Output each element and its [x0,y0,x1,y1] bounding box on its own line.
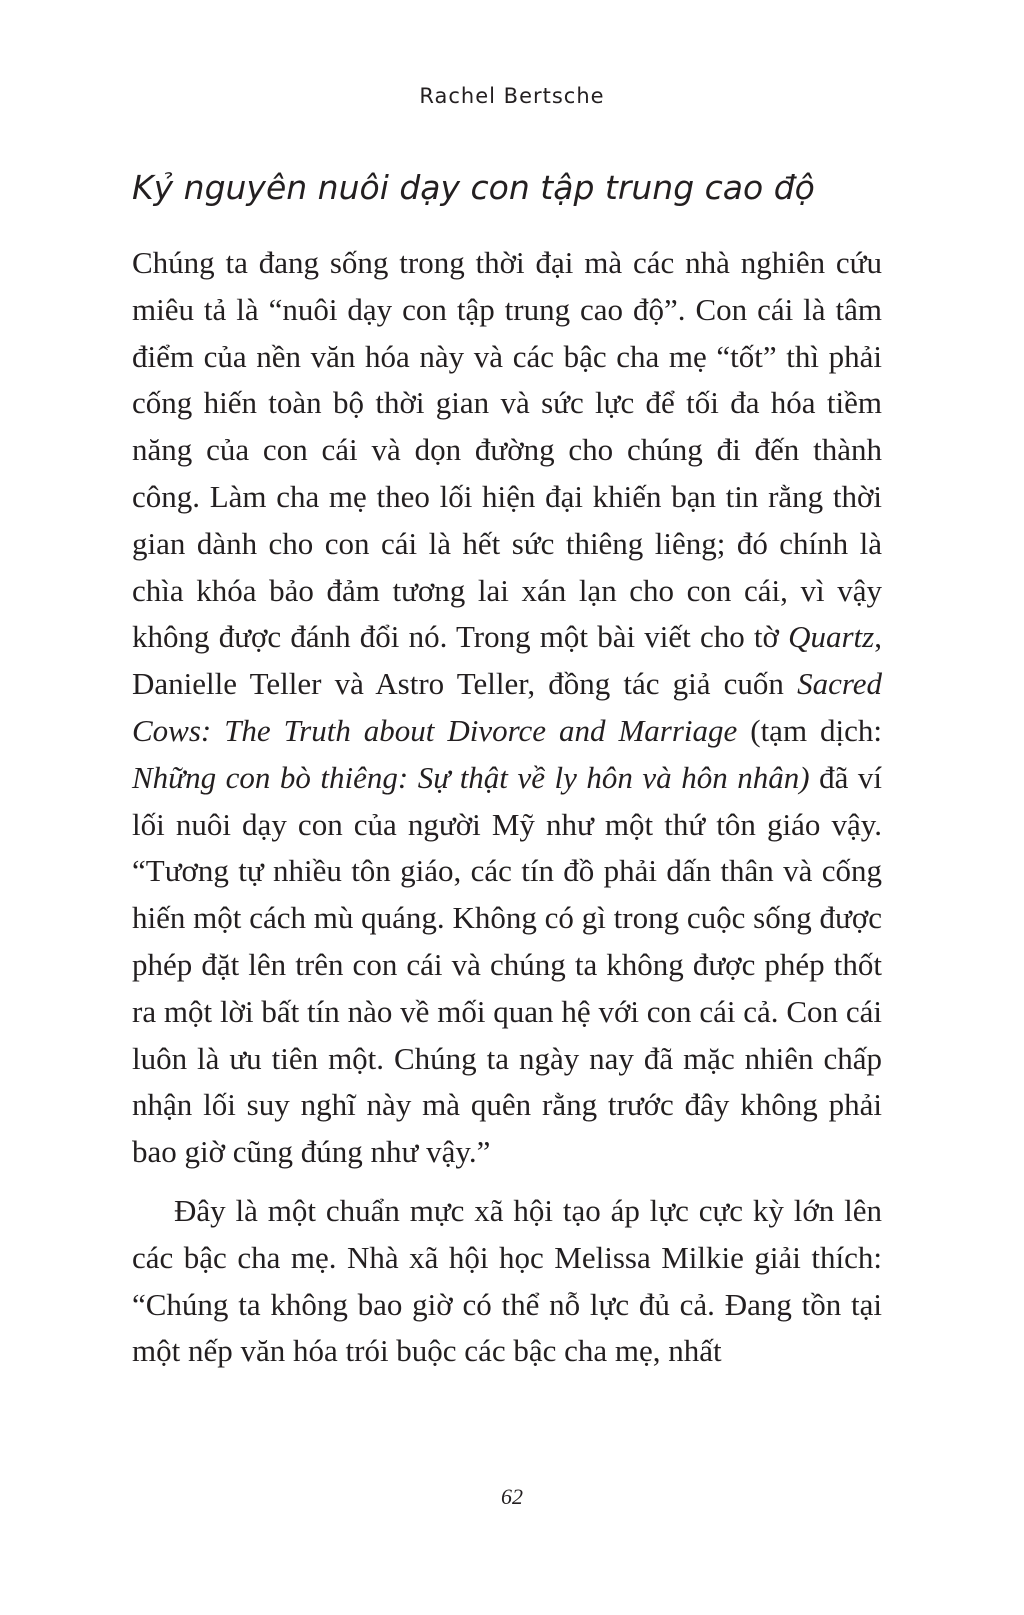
paragraph-1-text-d: đã ví lối nuôi dạy con của người Mỹ như một thứ tôn giáo vậy. “Tương tự nhiều tôn giáo, các tín đồ phải dấn thân và cống hiến một cách mù quáng. Không có gì trong cuộc sống được phép đặt lên trên con cái và chúng ta không được phép thốt ra một lời bất tín nào về mối quan hệ với con cái cả. Con cái luôn là ưu tiên một. Chúng ta ngày nay đã mặc nhiên chấp nhận lối suy nghĩ này mà quên rằng trước đây không phải bao giờ cũng đúng như vậy.” [132,759,882,1170]
publication-title-quartz: Quartz [788,619,875,655]
paragraph-1-text-c: (tạm dịch: [737,712,882,748]
running-head-author: Rachel Bertsche [419,84,605,108]
paragraph-1-text-b: , Danielle Teller và Astro Teller, đồng tác giả cuốn [132,619,882,702]
book-title-sacred-cows: Sacred Cows: The Truth about Divorce and Marriage [132,666,882,748]
paragraph-2: Đây là một chuẩn mực xã hội tạo áp lực cực kỳ lớn lên các bậc cha mẹ. Nhà xã hội học Melissa Milkie giải thích: “Chúng ta không bao giờ có thể nỗ lực đủ cả. Đang tồn tại một nếp văn hóa trói buộc các bậc cha mẹ, nhất [132,1192,882,1369]
paragraph-1-text-a: Chúng ta đang sống trong thời đại mà các nhà nghiên cứu miêu tả là “nuôi dạy con tập trung cao độ”. Con cái là tâm điểm của nền văn hóa này và các bậc cha mẹ “tốt” thì phải cống hiến toàn bộ thời gian và sức lực để tối đa hóa tiềm năng của con cái và dọn đường cho chúng đi đến thành công. Làm cha mẹ theo lối hiện đại khiến bạn tin rằng thời gian dành cho con cái là hết sức thiêng liêng; đó chính là chìa khóa bảo đảm tương lai xán lạn cho con cái, vì vậy không được đánh đổi nó. Trong một bài viết cho tờ [132,245,882,655]
page-number: 62 [501,1484,523,1509]
paragraph-1 [132,240,882,1176]
book-title-translation: Những con bò thiêng: Sự thật về ly hôn và hôn nhân) [132,759,810,795]
section-title: Kỷ nguyên nuôi dạy con tập trung cao độ [132,168,815,207]
body-text [132,240,882,1375]
